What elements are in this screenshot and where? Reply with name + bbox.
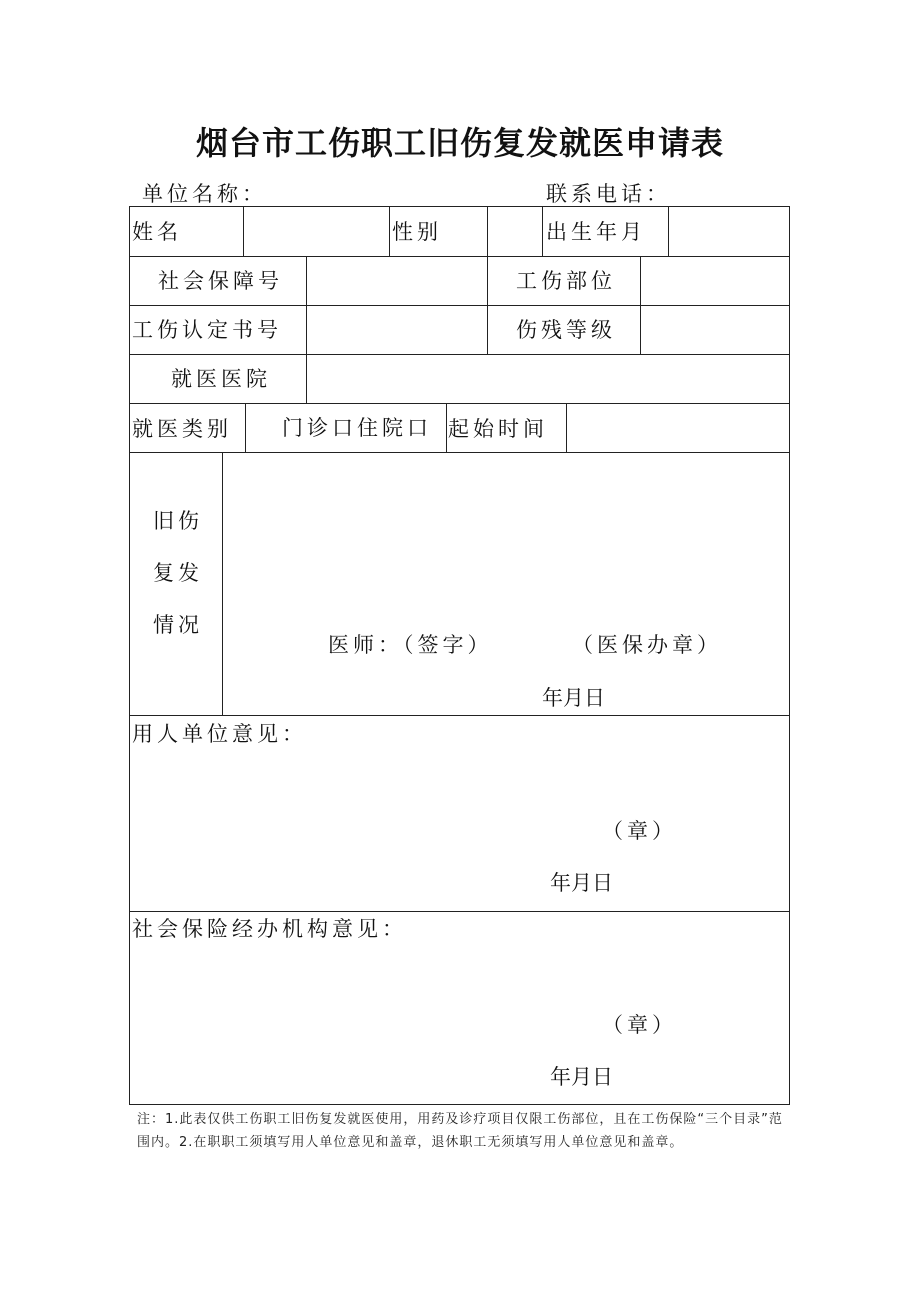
employer-seal-label: （章） <box>602 819 677 843</box>
recurrence-label-line1: 旧伤 <box>153 509 203 533</box>
row-divider-1 <box>130 256 789 257</box>
col-divider <box>222 452 223 715</box>
row-divider-3 <box>130 354 789 355</box>
row-divider-2 <box>130 305 789 306</box>
name-label: 姓名 <box>132 220 182 244</box>
application-form <box>129 206 790 1105</box>
page-title: 烟台市工伤职工旧伤复发就医申请表 <box>195 124 724 162</box>
employer-opinion-label: 用人单位意见： <box>132 722 307 746</box>
injury-certificate-label: 工伤认定书号 <box>132 318 282 342</box>
col-divider <box>306 256 307 354</box>
hospital-label: 就医医院 <box>171 367 271 391</box>
birth-date-label: 出生年月 <box>546 220 646 244</box>
row-divider-6 <box>130 715 789 716</box>
gender-label: 性别 <box>392 220 442 244</box>
start-time-label: 起始时间 <box>448 417 548 441</box>
recurrence-label-line3: 情况 <box>153 613 203 637</box>
col-divider <box>245 403 246 452</box>
employer-date-label: 年月日 <box>550 871 613 895</box>
disability-level-label: 伤残等级 <box>516 318 616 342</box>
social-insurance-opinion-label: 社会保险经办机构意见： <box>132 917 407 941</box>
row-divider-7 <box>130 911 789 912</box>
row-divider-5 <box>130 452 789 453</box>
social-security-number-label: 社会保障号 <box>158 269 283 293</box>
footnote: 注：1.此表仅供工伤职工旧伤复发就医使用，用药及诊疗项目仅限工伤部位，且在工伤保险“三个目录”范围内。2.在职职工须填写用人单位意见和盖章，退休职工无须填写用人单位意见和盖章。 <box>137 1112 783 1150</box>
doctor-signature-label: 医师：（签字） <box>328 633 493 657</box>
phone-label: 联系电话： <box>546 182 671 206</box>
col-divider <box>306 354 307 403</box>
col-divider <box>446 403 447 452</box>
row-divider-4 <box>130 403 789 404</box>
recurrence-date-label: 年月日 <box>542 686 605 710</box>
social-insurance-date-label: 年月日 <box>550 1065 613 1089</box>
col-divider <box>487 256 488 354</box>
col-divider <box>640 256 641 354</box>
col-divider <box>243 207 244 256</box>
medical-category-label: 就医类别 <box>132 417 232 441</box>
category-options: 门诊口住院口 <box>282 416 432 440</box>
recurrence-label-line2: 复发 <box>153 561 203 585</box>
col-divider <box>542 207 543 256</box>
injury-part-label: 工伤部位 <box>516 269 616 293</box>
col-divider <box>668 207 669 256</box>
social-insurance-seal-label: （章） <box>602 1013 677 1037</box>
col-divider <box>487 207 488 256</box>
medical-office-seal-label: （医保办章） <box>572 633 722 657</box>
col-divider <box>389 207 390 256</box>
unit-name-label: 单位名称： <box>142 182 267 206</box>
col-divider <box>566 403 567 452</box>
